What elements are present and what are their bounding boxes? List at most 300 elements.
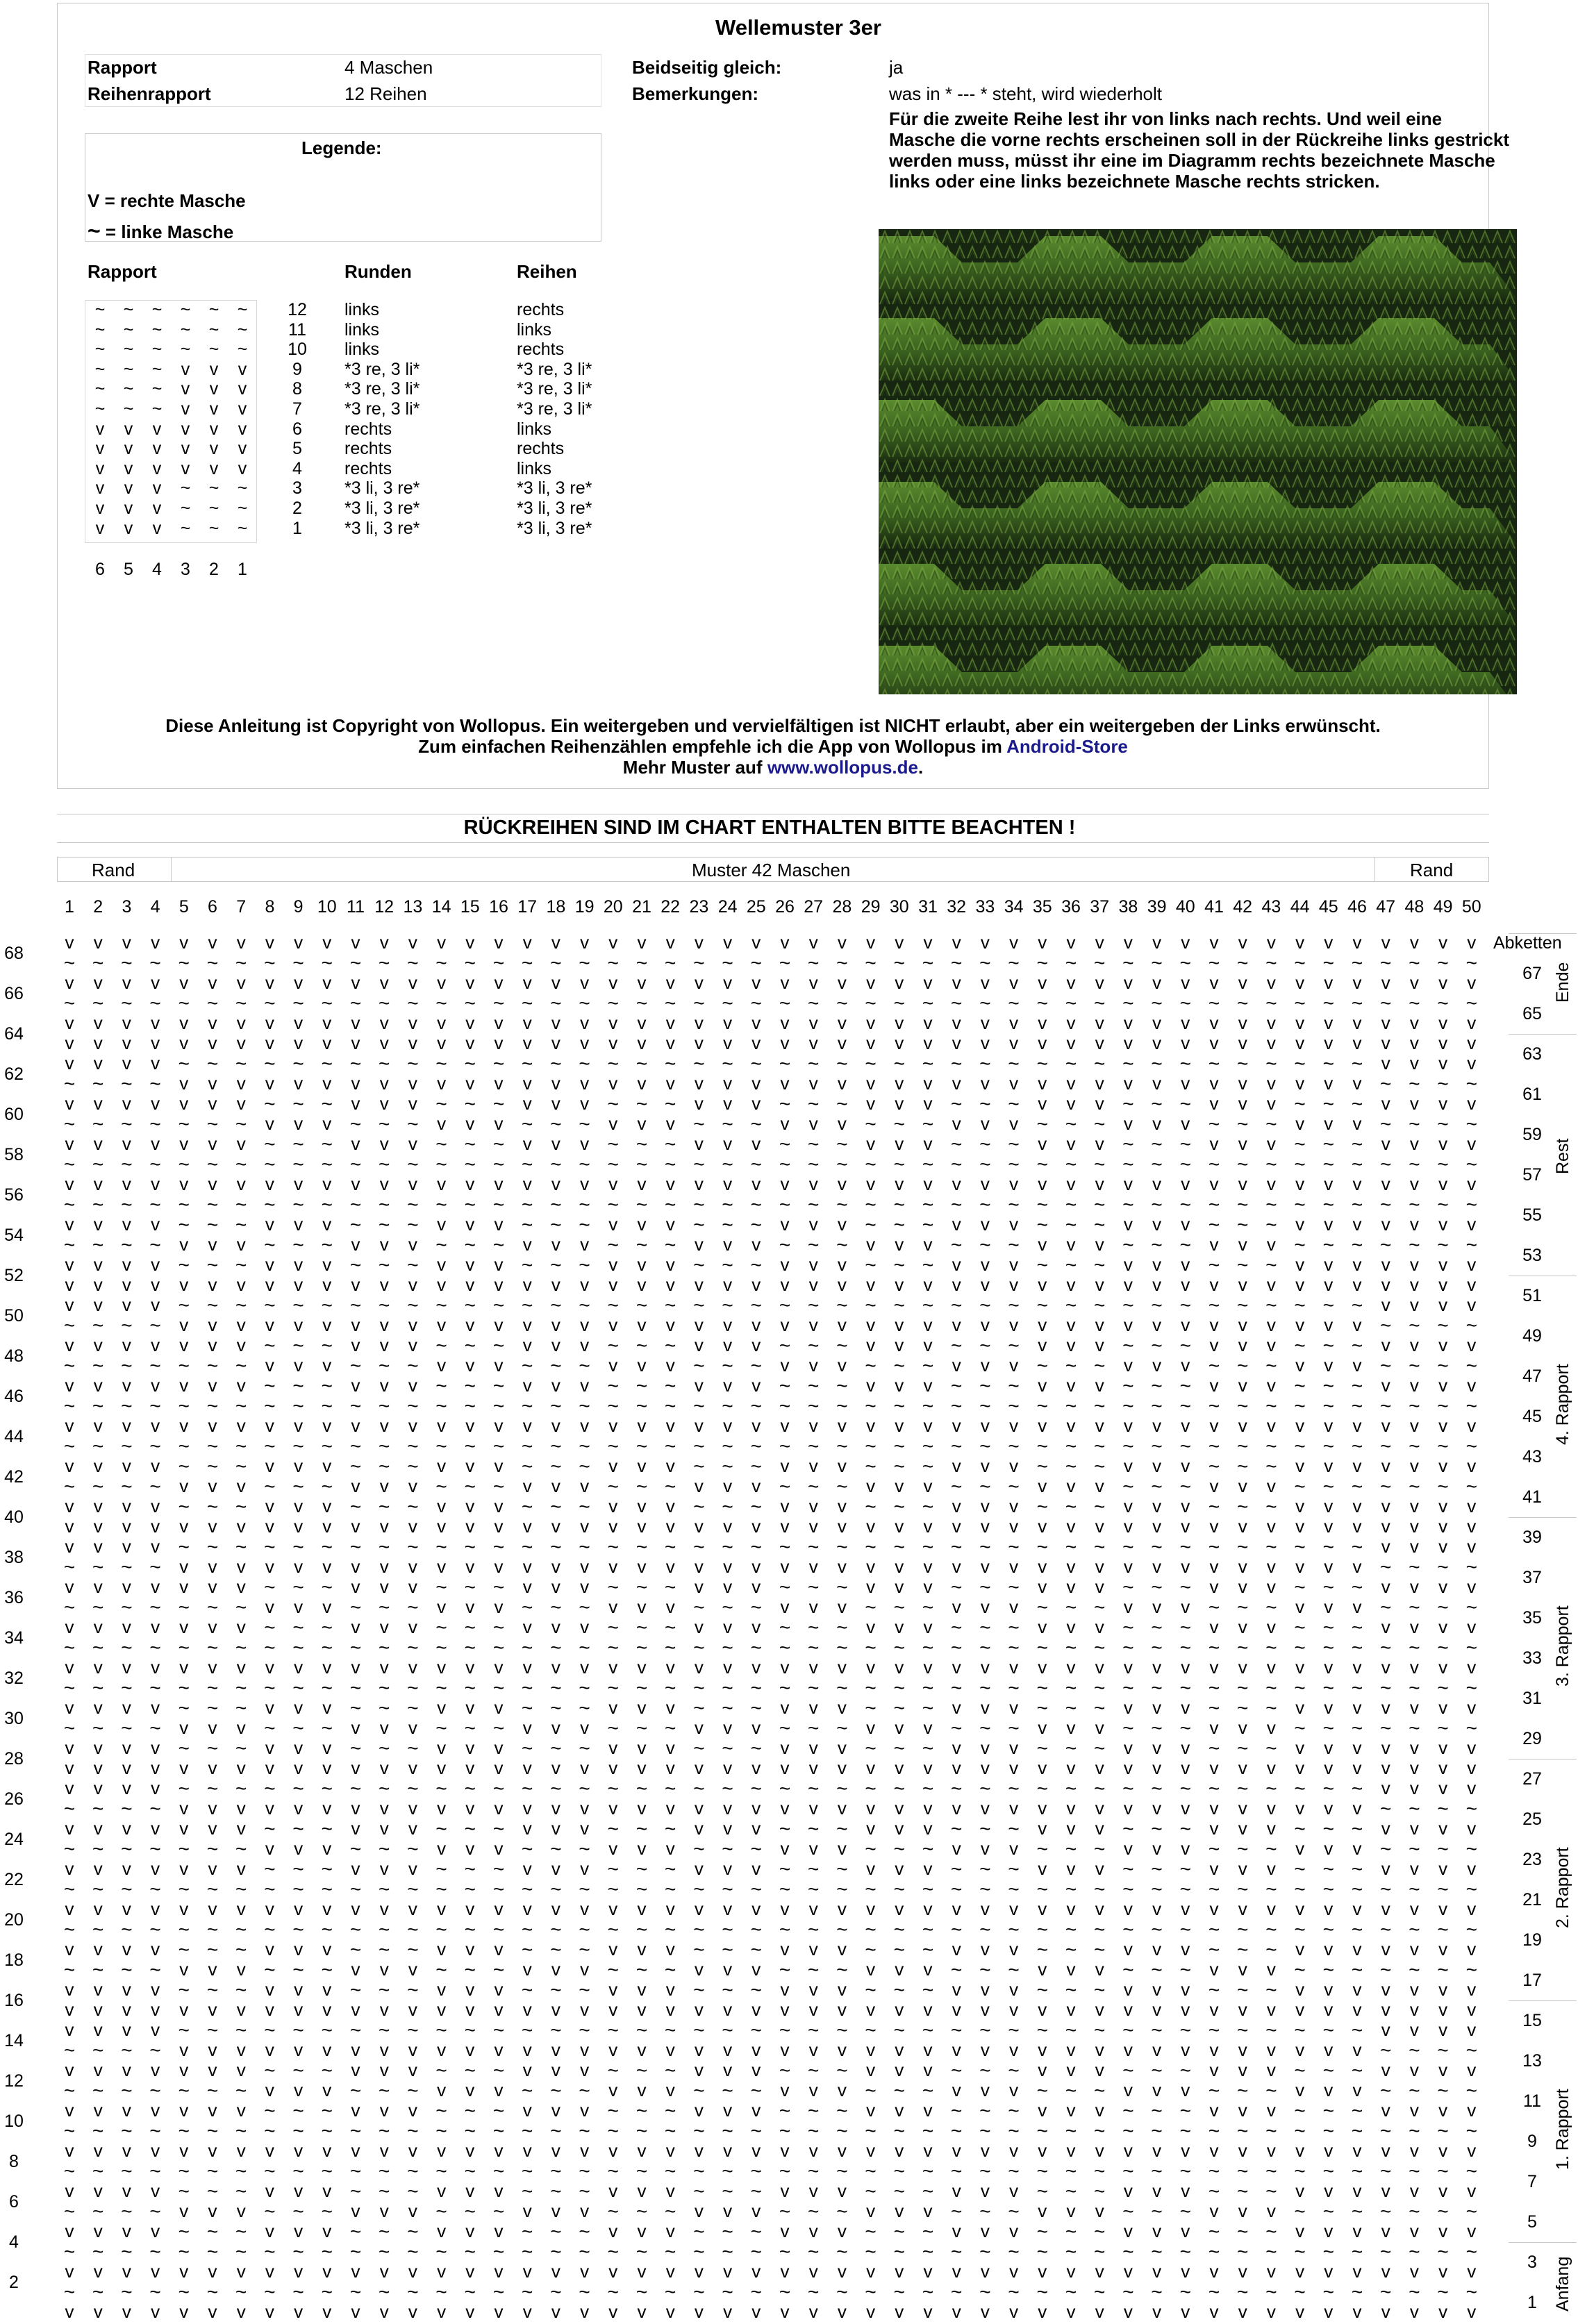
chart-column-number: 2 — [84, 898, 112, 916]
knit-stitch: v — [1377, 1457, 1394, 1475]
knit-stitch: v — [948, 933, 965, 951]
purl-stitch: ~ — [61, 1235, 78, 1255]
purl-stitch: ~ — [748, 1880, 765, 1899]
knit-stitch: v — [204, 1960, 221, 1978]
mini-stitch-symbol: v — [93, 499, 107, 519]
purl-stitch: ~ — [1234, 1678, 1251, 1698]
knit-stitch: v — [662, 1276, 679, 1294]
mini-row-runden: links — [344, 340, 379, 360]
knit-stitch: v — [576, 2141, 593, 2159]
knit-stitch: v — [1149, 1276, 1165, 1294]
knit-stitch: v — [1406, 1578, 1422, 1596]
knit-stitch: v — [1263, 1960, 1279, 1978]
purl-stitch: ~ — [433, 2021, 450, 2040]
purl-stitch: ~ — [948, 1235, 965, 1255]
purl-stitch: ~ — [1006, 1578, 1022, 1597]
purl-stitch: ~ — [261, 1920, 278, 1939]
knit-stitch: v — [1149, 1175, 1165, 1193]
knit-stitch: v — [1091, 1014, 1108, 1032]
knit-stitch: v — [404, 1336, 421, 1354]
knit-stitch: v — [1263, 1658, 1279, 1676]
knit-stitch: v — [204, 1719, 221, 1737]
knit-stitch: v — [1149, 1316, 1165, 1334]
purl-stitch: ~ — [833, 1437, 850, 1456]
purl-stitch: ~ — [1263, 1296, 1279, 1315]
knit-stitch: v — [891, 2061, 908, 2079]
knit-stitch: v — [633, 2000, 650, 2018]
purl-stitch: ~ — [90, 1920, 106, 1939]
purl-stitch: ~ — [1349, 2202, 1365, 2221]
knit-stitch: v — [1406, 933, 1422, 951]
knit-stitch: v — [1206, 1799, 1222, 1817]
knit-stitch: v — [1435, 1517, 1452, 1535]
knit-stitch: v — [977, 1215, 993, 1233]
knit-stitch: v — [977, 1980, 993, 1998]
knit-stitch: v — [1063, 1799, 1079, 1817]
knit-stitch: v — [948, 1759, 965, 1777]
knit-stitch: v — [462, 1074, 479, 1092]
knit-stitch: v — [233, 2041, 249, 2059]
purl-stitch: ~ — [233, 2182, 249, 2201]
rand-left-label: Rand — [92, 860, 135, 881]
purl-stitch: ~ — [1177, 1396, 1194, 1416]
purl-stitch: ~ — [863, 1537, 879, 1557]
knit-stitch: v — [1435, 1900, 1452, 1918]
knit-stitch: v — [576, 1578, 593, 1596]
chart-column-number: 44 — [1286, 898, 1314, 916]
knit-stitch: v — [1006, 1416, 1022, 1435]
knit-stitch: v — [1006, 1497, 1022, 1515]
purl-stitch: ~ — [891, 1920, 908, 1939]
purl-stitch: ~ — [1034, 1054, 1051, 1073]
knit-stitch: v — [690, 2101, 707, 2119]
mini-stitch-symbol: ~ — [178, 499, 192, 519]
knit-stitch: v — [633, 1114, 650, 1132]
knit-stitch: v — [1149, 2000, 1165, 2018]
mini-stitch-symbol: v — [93, 439, 107, 459]
purl-stitch: ~ — [1349, 1578, 1365, 1597]
knit-stitch: v — [576, 2302, 593, 2321]
purl-stitch: ~ — [118, 1477, 135, 1496]
section-separator — [1509, 2000, 1577, 2001]
purl-stitch: ~ — [61, 2041, 78, 2060]
knit-stitch: v — [690, 1477, 707, 1495]
knit-stitch: v — [1320, 1356, 1337, 1374]
purl-stitch: ~ — [1177, 1054, 1194, 1073]
purl-stitch: ~ — [1091, 1598, 1108, 1617]
knit-stitch: v — [920, 933, 936, 951]
purl-stitch: ~ — [118, 2162, 135, 2181]
knit-stitch: v — [1320, 1215, 1337, 1233]
knit-stitch: v — [462, 1900, 479, 1918]
purl-stitch: ~ — [1292, 1678, 1309, 1698]
purl-stitch: ~ — [261, 2021, 278, 2040]
purl-stitch: ~ — [1177, 2162, 1194, 2181]
knit-stitch: v — [1234, 2202, 1251, 2220]
purl-stitch: ~ — [176, 1839, 192, 1859]
purl-stitch: ~ — [204, 1457, 221, 1476]
knit-stitch: v — [920, 1517, 936, 1535]
knit-stitch: v — [261, 1980, 278, 1998]
purl-stitch: ~ — [490, 1779, 507, 1798]
knit-stitch: v — [462, 1598, 479, 1616]
knit-stitch: v — [863, 1859, 879, 1878]
purl-stitch: ~ — [891, 1880, 908, 1899]
knit-stitch: v — [1034, 1014, 1051, 1032]
knit-stitch: v — [776, 1356, 793, 1374]
purl-stitch: ~ — [1063, 1940, 1079, 1959]
purl-stitch: ~ — [1349, 1859, 1365, 1879]
purl-stitch: ~ — [948, 1779, 965, 1798]
purl-stitch: ~ — [519, 1678, 535, 1698]
purl-stitch: ~ — [863, 2121, 879, 2141]
knit-stitch: v — [863, 1135, 879, 1153]
knit-stitch: v — [605, 1900, 622, 1918]
knit-stitch: v — [1006, 1598, 1022, 1616]
knit-stitch: v — [319, 1457, 335, 1475]
purl-stitch: ~ — [290, 2242, 307, 2262]
purl-stitch: ~ — [233, 1356, 249, 1376]
purl-stitch: ~ — [920, 1920, 936, 1939]
knit-stitch: v — [147, 2021, 164, 2039]
knit-stitch: v — [147, 1215, 164, 1233]
chart-row-number-left: 36 — [0, 1588, 28, 1608]
knit-stitch: v — [547, 1658, 564, 1676]
knit-stitch: v — [576, 1819, 593, 1837]
purl-stitch: ~ — [176, 1698, 192, 1718]
knit-stitch: v — [1320, 973, 1337, 992]
knit-stitch: v — [1377, 1859, 1394, 1878]
knit-stitch: v — [90, 1537, 106, 1555]
purl-stitch: ~ — [1034, 2021, 1051, 2040]
knit-stitch: v — [1435, 1698, 1452, 1716]
knit-stitch: v — [261, 933, 278, 951]
purl-stitch: ~ — [1034, 1255, 1051, 1275]
purl-stitch: ~ — [863, 953, 879, 973]
purl-stitch: ~ — [319, 1135, 335, 1154]
purl-stitch: ~ — [576, 1980, 593, 2000]
knit-stitch: v — [204, 1618, 221, 1636]
knit-stitch: v — [605, 1517, 622, 1535]
knit-stitch: v — [605, 1074, 622, 1092]
purl-stitch: ~ — [433, 1578, 450, 1597]
purl-stitch: ~ — [547, 1255, 564, 1275]
purl-stitch: ~ — [1149, 1336, 1165, 1355]
knit-stitch: v — [261, 1739, 278, 1757]
knit-stitch: v — [1063, 1416, 1079, 1435]
knit-stitch: v — [1206, 1759, 1222, 1777]
purl-stitch: ~ — [1206, 1356, 1222, 1376]
purl-stitch: ~ — [118, 2242, 135, 2262]
knit-stitch: v — [576, 1477, 593, 1495]
purl-stitch: ~ — [233, 1396, 249, 1416]
mini-row-number: 7 — [283, 399, 311, 419]
purl-stitch: ~ — [1320, 1376, 1337, 1396]
knit-stitch: v — [1091, 1658, 1108, 1676]
knit-stitch: v — [233, 2000, 249, 2018]
chart-row-number-right: 61 — [1514, 1085, 1550, 1105]
knit-stitch: v — [920, 1960, 936, 1978]
knit-stitch: v — [233, 1517, 249, 1535]
purl-stitch: ~ — [920, 1880, 936, 1899]
knit-stitch: v — [519, 1074, 535, 1092]
purl-stitch: ~ — [319, 2021, 335, 2040]
purl-stitch: ~ — [61, 1074, 78, 1094]
knit-stitch: v — [319, 1799, 335, 1817]
knit-stitch: v — [376, 2141, 392, 2159]
knit-stitch: v — [1034, 2141, 1051, 2159]
knit-stitch: v — [1263, 1557, 1279, 1575]
android-store-link[interactable]: Android-Store — [1006, 736, 1128, 757]
knit-stitch: v — [1463, 1175, 1480, 1193]
knit-stitch: v — [1006, 1739, 1022, 1757]
purl-stitch: ~ — [748, 2081, 765, 2100]
purl-stitch: ~ — [833, 1094, 850, 1114]
purl-stitch: ~ — [833, 2242, 850, 2262]
purl-stitch: ~ — [319, 1054, 335, 1073]
purl-stitch: ~ — [748, 1437, 765, 1456]
purl-stitch: ~ — [1320, 1336, 1337, 1355]
knit-stitch: v — [977, 1698, 993, 1716]
purl-stitch: ~ — [1406, 2242, 1422, 2262]
purl-stitch: ~ — [1206, 1497, 1222, 1516]
purl-stitch: ~ — [662, 953, 679, 973]
chart-row-number-right: 45 — [1514, 1407, 1550, 1427]
knit-stitch: v — [1063, 2000, 1079, 2018]
purl-stitch: ~ — [776, 1618, 793, 1637]
purl-stitch: ~ — [61, 1960, 78, 1980]
purl-stitch: ~ — [147, 1880, 164, 1899]
knit-stitch: v — [90, 2141, 106, 2159]
purl-stitch: ~ — [1177, 994, 1194, 1013]
purl-stitch: ~ — [1292, 1437, 1309, 1456]
knit-stitch: v — [776, 1457, 793, 1475]
purl-stitch: ~ — [1063, 2282, 1079, 2302]
purl-stitch: ~ — [1006, 2061, 1022, 2080]
purl-stitch: ~ — [833, 1678, 850, 1698]
knit-stitch: v — [948, 1276, 965, 1294]
purl-stitch: ~ — [690, 1698, 707, 1718]
knit-stitch: v — [720, 1094, 736, 1112]
knit-stitch: v — [1234, 2041, 1251, 2059]
purl-stitch: ~ — [147, 2282, 164, 2302]
purl-stitch: ~ — [1149, 1296, 1165, 1315]
wollopus-website-link[interactable]: www.wollopus.de — [767, 757, 918, 778]
knit-stitch: v — [462, 1799, 479, 1817]
purl-stitch: ~ — [1377, 1557, 1394, 1577]
knit-stitch: v — [61, 1215, 78, 1233]
purl-stitch: ~ — [433, 1537, 450, 1557]
knit-stitch: v — [948, 2000, 965, 2018]
knit-stitch: v — [948, 1517, 965, 1535]
note-line-1: Für die zweite Reihe lest ihr von links nach rechts. Und weil eine — [889, 108, 1442, 130]
knit-stitch: v — [776, 1175, 793, 1193]
knit-stitch: v — [748, 1719, 765, 1737]
knit-stitch: v — [690, 2302, 707, 2321]
knit-stitch: v — [748, 2202, 765, 2220]
purl-stitch: ~ — [948, 1618, 965, 1637]
knit-stitch: v — [605, 1658, 622, 1676]
purl-stitch: ~ — [576, 1255, 593, 1275]
knit-stitch: v — [1063, 1477, 1079, 1495]
knit-stitch: v — [261, 1839, 278, 1857]
purl-stitch: ~ — [118, 1880, 135, 1899]
knit-stitch: v — [462, 2182, 479, 2200]
knit-stitch: v — [90, 1497, 106, 1515]
purl-stitch: ~ — [290, 2021, 307, 2040]
knit-stitch: v — [576, 1276, 593, 1294]
purl-stitch: ~ — [519, 2282, 535, 2302]
purl-stitch: ~ — [863, 1356, 879, 1376]
knit-stitch: v — [1034, 1135, 1051, 1153]
purl-stitch: ~ — [1463, 1396, 1480, 1416]
purl-stitch: ~ — [662, 2121, 679, 2141]
knit-stitch: v — [863, 2141, 879, 2159]
knit-stitch: v — [1263, 1799, 1279, 1817]
knit-stitch: v — [720, 1799, 736, 1817]
knit-stitch: v — [490, 1175, 507, 1193]
purl-stitch: ~ — [805, 1296, 822, 1315]
purl-stitch: ~ — [490, 1155, 507, 1174]
purl-stitch: ~ — [376, 1698, 392, 1718]
purl-stitch: ~ — [1349, 994, 1365, 1013]
section-separator — [1509, 1517, 1577, 1518]
purl-stitch: ~ — [605, 1859, 622, 1879]
knit-stitch: v — [891, 1034, 908, 1052]
purl-stitch: ~ — [1063, 1396, 1079, 1416]
purl-stitch: ~ — [1349, 1376, 1365, 1396]
purl-stitch: ~ — [1206, 953, 1222, 973]
knit-stitch: v — [748, 2101, 765, 2119]
knit-stitch: v — [1320, 1980, 1337, 1998]
purl-stitch: ~ — [1263, 1457, 1279, 1476]
knit-stitch: v — [977, 2141, 993, 2159]
knit-stitch: v — [1091, 2000, 1108, 2018]
purl-stitch: ~ — [1292, 1859, 1309, 1879]
knit-stitch: v — [1120, 1900, 1136, 1918]
purl-stitch: ~ — [404, 1779, 421, 1798]
knit-stitch: v — [977, 1799, 993, 1817]
knit-stitch: v — [118, 2182, 135, 2200]
chart-row-number-left: 54 — [0, 1226, 28, 1246]
knit-stitch: v — [891, 2041, 908, 2059]
purl-stitch: ~ — [290, 2101, 307, 2121]
knit-stitch: v — [233, 2302, 249, 2321]
knit-stitch: v — [805, 1074, 822, 1092]
knit-stitch: v — [233, 1135, 249, 1153]
purl-stitch: ~ — [891, 1739, 908, 1758]
purl-stitch: ~ — [948, 1920, 965, 1939]
knit-stitch: v — [147, 1336, 164, 1354]
purl-stitch: ~ — [748, 2242, 765, 2262]
purl-stitch: ~ — [1463, 1114, 1480, 1134]
purl-stitch: ~ — [1406, 1557, 1422, 1577]
purl-stitch: ~ — [1177, 1578, 1194, 1597]
purl-stitch: ~ — [490, 2202, 507, 2221]
purl-stitch: ~ — [1292, 1578, 1309, 1597]
chart-row-number-right: 49 — [1514, 1326, 1550, 1346]
knit-stitch: v — [633, 1839, 650, 1857]
knit-stitch: v — [891, 1074, 908, 1092]
knit-stitch: v — [376, 1900, 392, 1918]
purl-stitch: ~ — [1263, 2242, 1279, 2262]
knit-stitch: v — [433, 1276, 450, 1294]
knit-stitch: v — [1091, 2101, 1108, 2119]
knit-stitch: v — [404, 1900, 421, 1918]
purl-stitch: ~ — [61, 953, 78, 973]
purl-stitch: ~ — [61, 2202, 78, 2221]
purl-stitch: ~ — [118, 2202, 135, 2221]
knit-stitch: v — [605, 2141, 622, 2159]
purl-stitch: ~ — [977, 2282, 993, 2302]
chart-row-number-right: 51 — [1514, 1286, 1550, 1306]
knit-stitch: v — [490, 1014, 507, 1032]
knit-stitch: v — [233, 1719, 249, 1737]
knit-stitch: v — [720, 2262, 736, 2280]
knit-stitch: v — [147, 1276, 164, 1294]
knit-stitch: v — [404, 1658, 421, 1676]
knit-stitch: v — [433, 1980, 450, 1998]
purl-stitch: ~ — [433, 1920, 450, 1939]
knit-stitch: v — [90, 1900, 106, 1918]
purl-stitch: ~ — [519, 1054, 535, 1073]
knit-stitch: v — [547, 1960, 564, 1978]
knit-stitch: v — [920, 1316, 936, 1334]
knit-stitch: v — [1177, 1276, 1194, 1294]
knit-stitch: v — [863, 1557, 879, 1575]
knit-stitch: v — [576, 1094, 593, 1112]
knit-stitch: v — [204, 2000, 221, 2018]
knit-stitch: v — [433, 1215, 450, 1233]
purl-stitch: ~ — [977, 1638, 993, 1657]
purl-stitch: ~ — [1120, 2121, 1136, 2141]
purl-stitch: ~ — [1349, 1960, 1365, 1980]
knit-stitch: v — [891, 1316, 908, 1334]
purl-stitch: ~ — [1349, 1477, 1365, 1496]
purl-stitch: ~ — [1292, 1638, 1309, 1657]
knit-stitch: v — [147, 1135, 164, 1153]
knit-stitch: v — [118, 1739, 135, 1757]
knit-stitch: v — [662, 1980, 679, 1998]
knit-stitch: v — [547, 1578, 564, 1596]
purl-stitch: ~ — [920, 1215, 936, 1235]
purl-stitch: ~ — [233, 2081, 249, 2100]
purl-stitch: ~ — [1234, 1779, 1251, 1798]
purl-stitch: ~ — [1435, 2081, 1452, 2100]
purl-stitch: ~ — [805, 1336, 822, 1355]
knit-stitch: v — [147, 2182, 164, 2200]
knit-stitch: v — [147, 1014, 164, 1032]
knit-stitch: v — [118, 1034, 135, 1052]
purl-stitch: ~ — [1234, 1980, 1251, 2000]
purl-stitch: ~ — [118, 1437, 135, 1456]
purl-stitch: ~ — [605, 1960, 622, 1980]
purl-stitch: ~ — [748, 1497, 765, 1516]
purl-stitch: ~ — [1206, 1920, 1222, 1939]
knit-stitch: v — [290, 2041, 307, 2059]
purl-stitch: ~ — [490, 2021, 507, 2040]
knit-stitch: v — [1120, 1316, 1136, 1334]
mini-row-runden: rechts — [344, 439, 392, 459]
knit-stitch: v — [1091, 933, 1108, 951]
knit-stitch: v — [1435, 1276, 1452, 1294]
knit-stitch: v — [633, 2081, 650, 2099]
purl-stitch: ~ — [1149, 1477, 1165, 1496]
knit-stitch: v — [1377, 973, 1394, 992]
knit-stitch: v — [1120, 2041, 1136, 2059]
knit-stitch: v — [776, 1255, 793, 1273]
knit-stitch: v — [147, 1739, 164, 1757]
